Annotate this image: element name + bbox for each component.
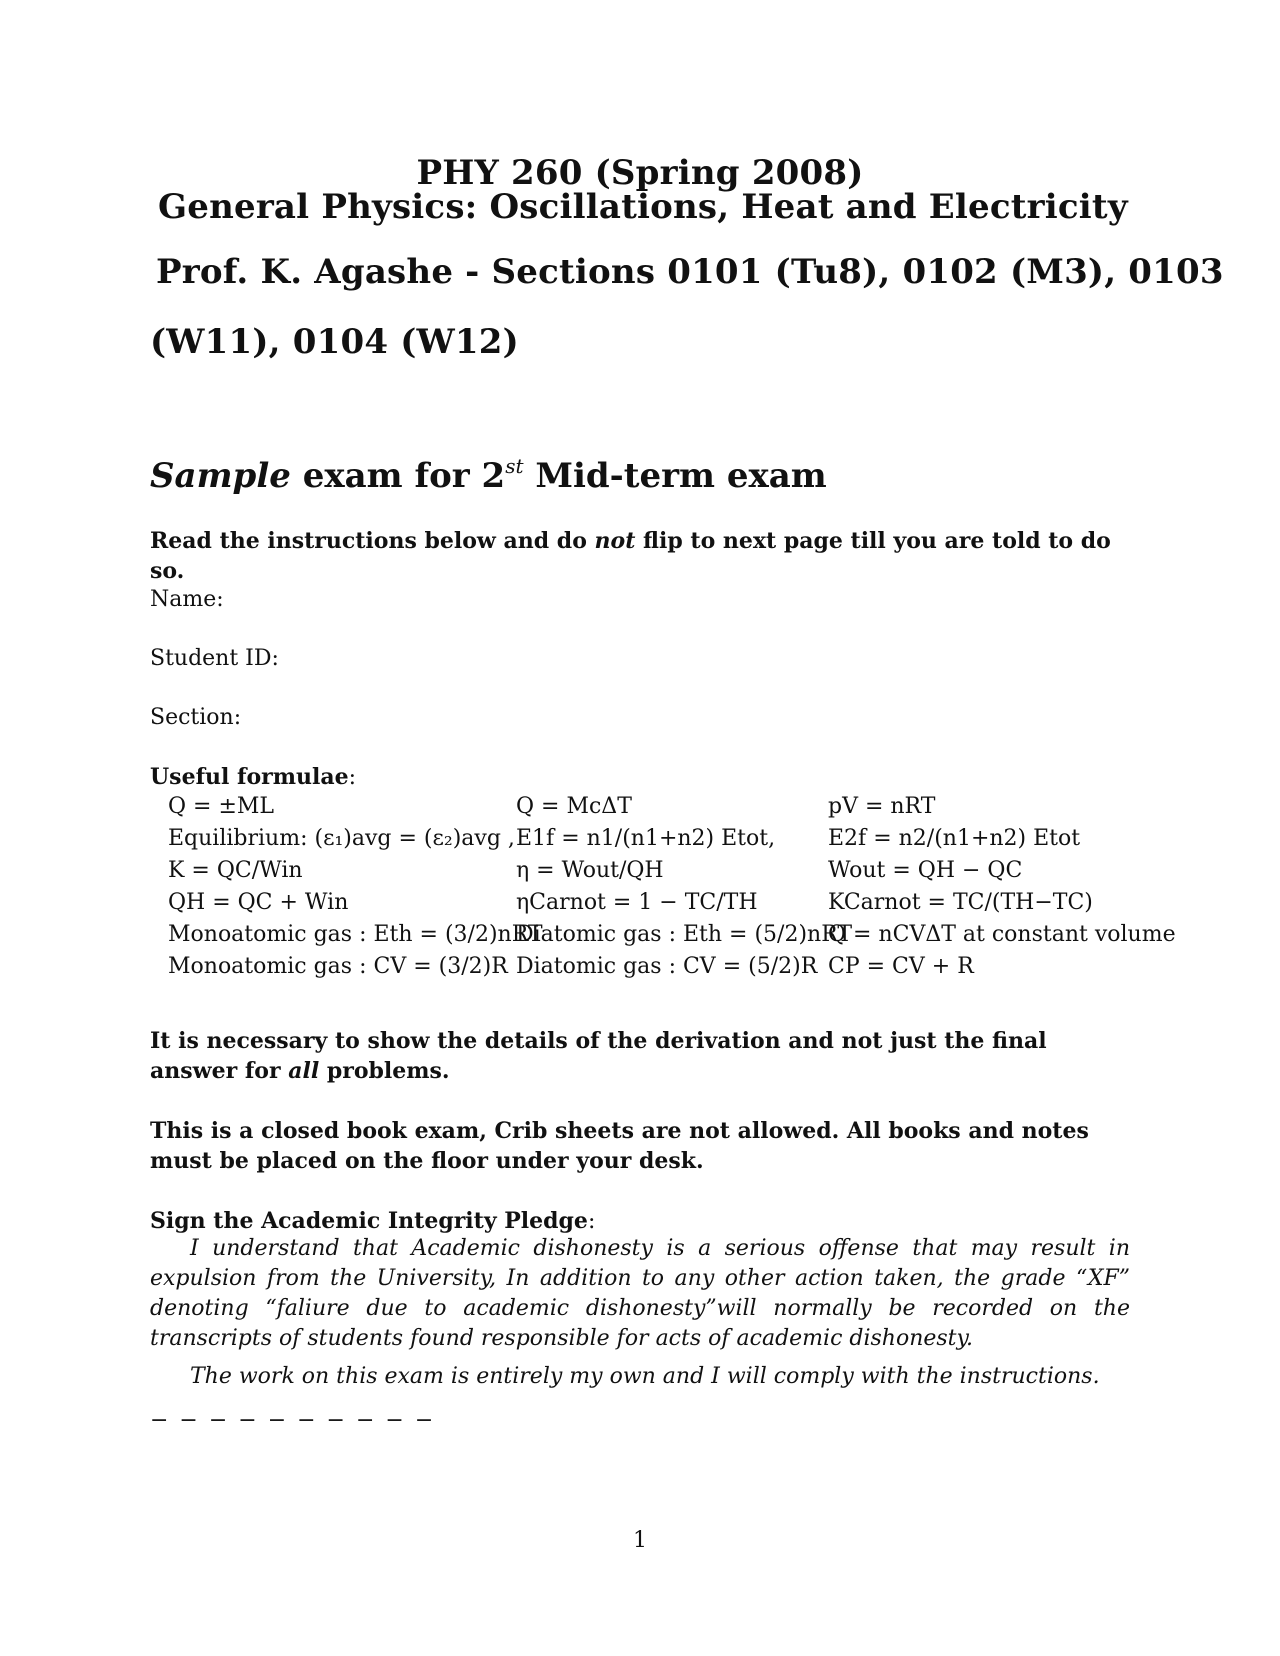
professor-sections-line-1: Prof. K. Agashe - Sections 0101 (Tu8), 0102 (M3), 0103 — [156, 252, 1224, 292]
formulae-table — [168, 790, 1188, 982]
derivation-notice-emphasis: all — [288, 1058, 320, 1084]
professor-sections-line-2: (W11), 0104 (W12) — [150, 322, 519, 362]
course-subtitle: General Physics: Oscillations, Heat and Electricity — [158, 187, 1128, 227]
instructions-emphasis: not — [594, 528, 636, 554]
exam-title-superscript: st — [505, 454, 524, 478]
formula-cell: Equilibrium: (ε₁)avg = (ε₂)avg , — [168, 825, 515, 851]
pledge-statement: The work on this exam is entirely my own and I will comply with the instructions. — [190, 1364, 1100, 1389]
formula-cell: Diatomic gas : Eth = (5/2)nRT — [516, 921, 853, 947]
formula-cell: Diatomic gas : CV = (5/2)R — [516, 953, 818, 979]
formulae-heading-text: Useful formulae — [150, 764, 349, 790]
name-field-label: Name: — [150, 587, 224, 612]
pledge-heading — [150, 1206, 1125, 1237]
course-title: PHY 260 (Spring 2008) — [416, 153, 864, 193]
formula-cell: Monoatomic gas : CV = (3/2)R — [168, 953, 508, 979]
formula-cell: Q = nCVΔT at constant volume — [828, 921, 1176, 947]
pledge-paragraph: I understand that Academic dishonesty is a serious offense that may result in expulsion from the University, In addition to any other action taken, the grade “XF” denoting “faliure due to academic dishonesty”will normally be recorded on the transcripts of students found responsible for acts of academic dishonesty. — [150, 1236, 1130, 1351]
section-field-label: Section: — [150, 705, 242, 730]
formula-cell: Wout = QH − QC — [828, 857, 1023, 883]
closed-book-notice: This is a closed book exam, Crib sheets are not allowed. All books and notes must be placed on the floor under your desk. — [150, 1118, 1089, 1174]
formula-cell: E1f = n1/(n1+n2) Etot, — [516, 825, 776, 851]
pledge-heading-colon: : — [587, 1209, 596, 1234]
pledge-heading-text: Sign the Academic Integrity Pledge — [150, 1208, 588, 1234]
formula-cell: KCarnot = TC/(TH−TC) — [828, 889, 1093, 915]
formula-cell: pV = nRT — [828, 793, 936, 819]
exam-title-middle: exam for 2 — [290, 456, 506, 496]
instructions-part2: flip to next page till you are told to do so. — [150, 528, 1111, 584]
student-id-field-label: Student ID: — [150, 646, 279, 671]
instructions — [150, 526, 1130, 586]
formulae-heading — [150, 764, 356, 790]
derivation-notice — [150, 1026, 1125, 1086]
derivation-notice-part1: It is necessary to show the details of the derivation and not just the final answer for — [150, 1028, 1047, 1084]
formula-cell: Q = McΔT — [516, 793, 632, 819]
exam-title-sample: Sample — [150, 456, 291, 496]
formula-cell: K = QC/Win — [168, 857, 303, 883]
formula-cell: ηCarnot = 1 − TC/TH — [516, 889, 758, 915]
exam-title — [150, 454, 827, 496]
formula-cell: CP = CV + R — [828, 953, 974, 979]
signature-line: − − − − − − − − − − — [150, 1408, 436, 1433]
exam-title-end: Mid-term exam — [523, 456, 827, 496]
derivation-notice-part2: problems. — [319, 1058, 450, 1084]
page-number: 1 — [633, 1528, 647, 1553]
formula-cell: Monoatomic gas : Eth = (3/2)nRT — [168, 921, 543, 947]
formulae-heading-colon: : — [348, 765, 357, 790]
instructions-part1: Read the instructions below and do — [150, 528, 595, 554]
formula-cell: η = Wout/QH — [516, 857, 664, 883]
formula-cell: QH = QC + Win — [168, 889, 349, 915]
formula-cell: Q = ±ML — [168, 793, 275, 819]
formula-cell: E2f = n2/(n1+n2) Etot — [828, 825, 1081, 851]
